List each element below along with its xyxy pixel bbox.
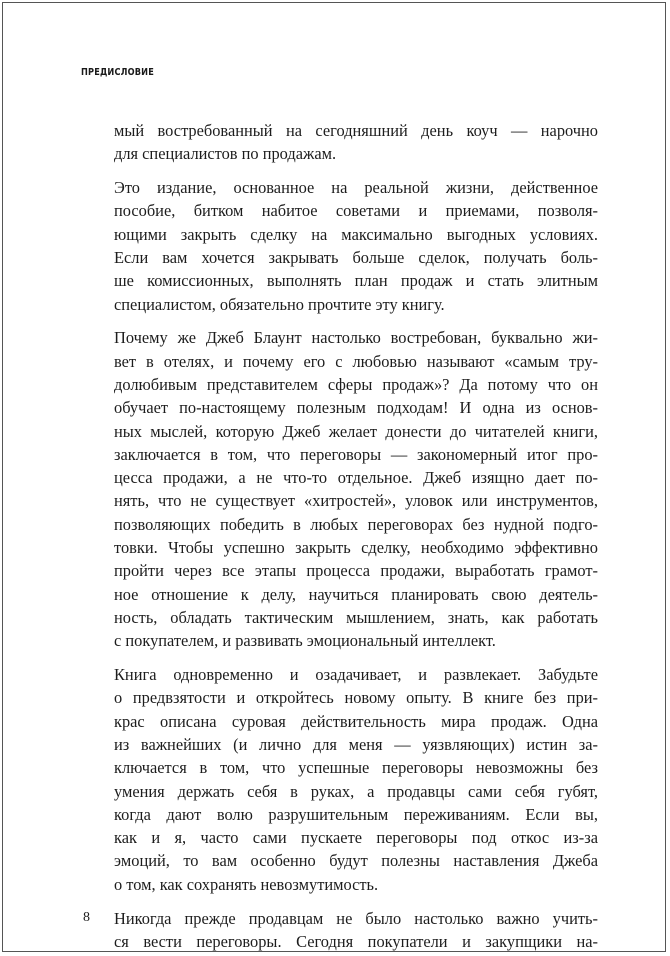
text-line: когда дают волю разрушительным переживаниям. Если вы, bbox=[114, 804, 598, 824]
text-line: из важнейших (и лично для меня — уязвляющих) истин за- bbox=[114, 734, 598, 754]
text-line: умения держать себя в руках, а продавцы сами себя губят, bbox=[114, 781, 598, 801]
page-number: 8 bbox=[83, 910, 90, 925]
paragraph bbox=[114, 326, 598, 652]
text-line: нять, что не существует «хитростей», уловок или инструментов, bbox=[114, 491, 598, 511]
text-line: о том, как сохранять невозмутимость. bbox=[114, 874, 379, 894]
text-line: пройти через все этапы процесса продажи, выработать грамот- bbox=[114, 561, 598, 581]
text-line: ся вести переговоры. Сегодня покупатели и закупщики на- bbox=[114, 931, 598, 951]
text-line: обучает по-настоящему полезным подходам! И одна из основ- bbox=[114, 398, 598, 418]
text-line: Никогда прежде продавцам не было настолько важно учить- bbox=[114, 908, 598, 928]
body-text bbox=[114, 119, 598, 953]
text-line: о предвзятости и откройтесь новому опыту. В книге без при- bbox=[114, 688, 598, 708]
text-line: Это издание, основанное на реальной жизни, действенное bbox=[114, 178, 598, 198]
text-line: для специалистов по продажам. bbox=[114, 144, 337, 164]
text-line: ность, обладать тактическим мышлением, знать, как работать bbox=[114, 607, 598, 627]
text-line: Почему же Джеб Блаунт настолько востребован, буквально жи- bbox=[114, 328, 598, 348]
book-page bbox=[2, 2, 666, 952]
text-line: Если вам хочется закрывать больше сделок, получать боль- bbox=[114, 247, 598, 267]
text-line: Книга одновременно и озадачивает, и развлекает. Забудьте bbox=[114, 665, 598, 685]
text-line: ное отношение к делу, научиться планировать свою деятель- bbox=[114, 584, 598, 604]
text-line: вет в отелях, и почему его с любовью называют «самым тру- bbox=[114, 351, 598, 371]
text-line: пособие, битком набитое советами и приемами, позволя- bbox=[114, 201, 598, 221]
text-line: как и я, часто сами пускаете переговоры под откос из-за bbox=[114, 828, 598, 848]
text-line: с покупателем, и развивать эмоциональный интеллект. bbox=[114, 631, 496, 651]
paragraph bbox=[114, 663, 598, 896]
text-line: мый востребованный на сегодняшний день коуч — нарочно bbox=[114, 121, 598, 140]
text-line: ных мыслей, которую Джеб желает донести до читателей книги, bbox=[114, 421, 598, 441]
paragraph bbox=[114, 176, 598, 316]
text-line: ше комиссионных, выполнять план продаж и стать элитным bbox=[114, 271, 598, 291]
text-line: ющими закрыть сделку на максимально выгодных условиях. bbox=[114, 224, 598, 244]
text-line: ключается в том, что успешные переговоры невозможны без bbox=[114, 758, 598, 778]
text-line: эмоций, то вам особенно будут полезны наставления Джеба bbox=[114, 851, 598, 871]
paragraph bbox=[114, 119, 598, 166]
text-line: цесса продажи, а не что-то отдельное. Джеб изящно дает по- bbox=[114, 468, 598, 488]
running-head: ПРЕДИСЛОВИЕ bbox=[81, 67, 154, 78]
text-line: позволяющих победить в любых переговорах без нудной подго- bbox=[114, 514, 598, 534]
text-line: специалистом, обязательно прочтите эту книгу. bbox=[114, 294, 445, 314]
text-line: крас описана суровая действительность мира продаж. Одна bbox=[114, 711, 598, 731]
paragraph bbox=[114, 907, 598, 954]
text-line: долюбивым представителем сферы продаж»? Да потому что он bbox=[114, 374, 598, 394]
text-line: товки. Чтобы успешно закрыть сделку, необходимо эффективно bbox=[114, 538, 598, 558]
text-line: заключается в том, что переговоры — закономерный итог про- bbox=[114, 444, 598, 464]
